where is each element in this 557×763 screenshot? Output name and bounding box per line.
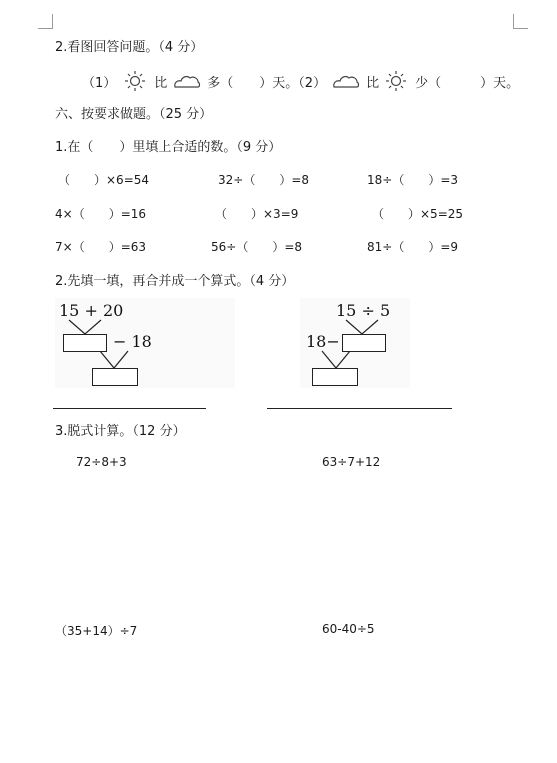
compare-word-1: 比: [154, 75, 168, 91]
fill-blank-problem: （ ）×3=9: [215, 207, 299, 221]
fill-blank-problem: （ ）×5=25: [372, 207, 464, 221]
fill-blank-problem: 56÷（ ）=8: [211, 240, 303, 254]
diagram-right: [300, 298, 410, 388]
sun-icon: [385, 70, 407, 92]
fill-blank-problem: 4×（ ）=16: [55, 207, 147, 221]
diagram-right-top-expression: 15 ÷ 5: [336, 301, 391, 320]
diagram-left-top-expression: 15 + 20: [59, 301, 124, 320]
part-1-label: （1）: [82, 75, 117, 91]
more-days-blank: 多（ ）天。（2）: [207, 75, 327, 91]
calculation-problem: 63÷7+12: [322, 455, 381, 469]
answer-box[interactable]: [312, 368, 358, 386]
compare-word-2: 比: [366, 75, 380, 91]
calculation-problem: 60-40÷5: [322, 622, 375, 636]
answer-line-left[interactable]: [53, 408, 206, 409]
answer-box[interactable]: [63, 334, 107, 352]
fewer-days-blank: 少（ ）天。: [415, 75, 520, 91]
calculation-problem: （35+14）÷7: [55, 624, 138, 638]
fill-blank-problem: 32÷（ ）=8: [218, 173, 310, 187]
diagram-left: [55, 298, 235, 388]
fill-blank-problem: 7×（ ）=63: [55, 240, 147, 254]
page-corner-mark-right: [513, 14, 528, 29]
question-2-line: [82, 70, 519, 92]
answer-line-right[interactable]: [267, 408, 452, 409]
question-2-title: 2.看图回答问题。（4 分）: [55, 40, 204, 55]
diagram-right-side-expression: 18−: [306, 332, 340, 351]
fill-blank-problem: （ ）×6=54: [58, 173, 150, 187]
diagram-left-side-expression: − 18: [113, 332, 152, 351]
fill-blank-problem: 81÷（ ）=9: [367, 240, 459, 254]
question-1-title: 1.在（ ）里填上合适的数。（9 分）: [55, 140, 282, 155]
calculation-problem: 72÷8+3: [76, 455, 127, 469]
page-corner-mark-left: [38, 14, 53, 29]
question-3-title: 3.脱式计算。（12 分）: [55, 424, 186, 439]
cloud-icon: [173, 73, 201, 89]
question-2b-title: 2.先填一填，再合并成一个算式。（4 分）: [55, 274, 295, 289]
sun-icon: [124, 70, 146, 92]
fill-blank-problem: 18÷（ ）=3: [367, 173, 459, 187]
cloud-icon: [332, 73, 360, 89]
section-6-title: 六、按要求做题。（25 分）: [55, 107, 213, 122]
answer-box[interactable]: [92, 368, 138, 386]
answer-box[interactable]: [342, 334, 386, 352]
